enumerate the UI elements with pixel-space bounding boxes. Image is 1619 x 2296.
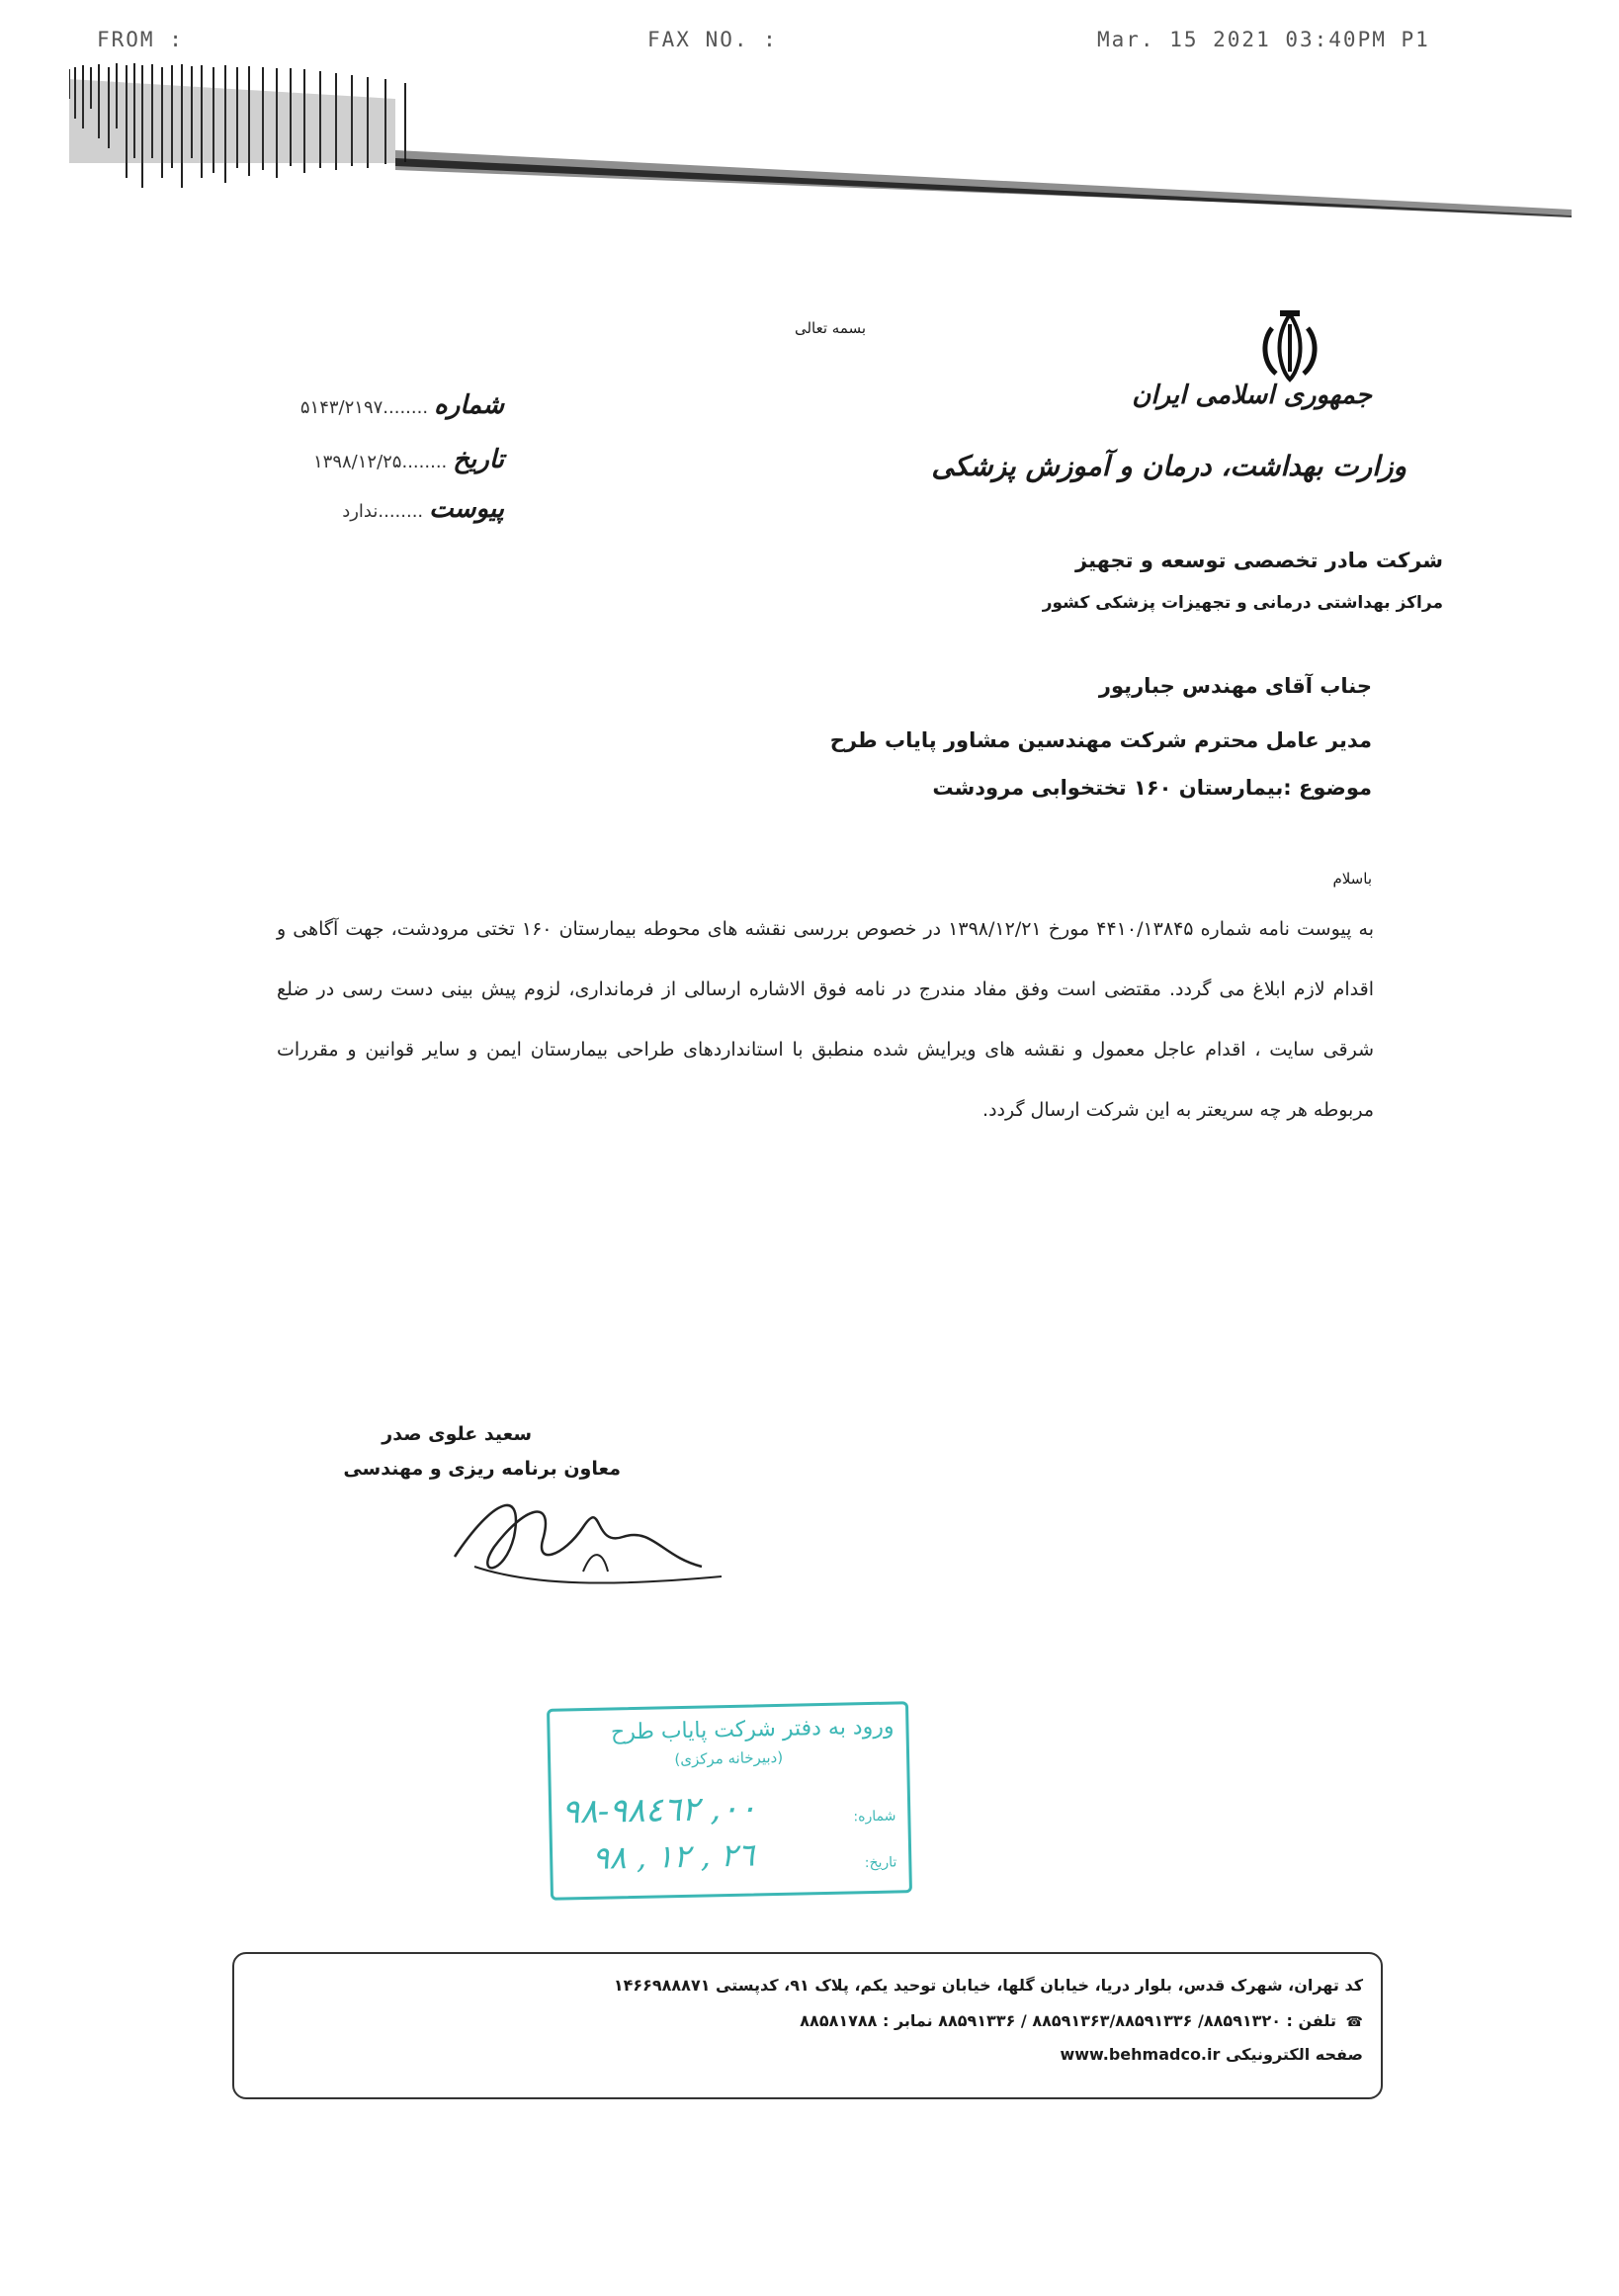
recipient-name: جناب آقای مهندس جبارپور (1098, 674, 1372, 698)
fax-datetime: Mar. 15 2021 03:40PM P1 (1097, 28, 1430, 51)
letter-attachment-label: پیوست (429, 494, 504, 524)
letter-number-value: ........۵۱۴۳/۲۱۹۷ (299, 397, 429, 418)
letter-number-label: شماره (434, 390, 504, 420)
fax-from-label: FROM : (97, 28, 184, 51)
letter-attachment-value: ........ندارد (342, 501, 424, 522)
handwritten-signature (435, 1478, 731, 1596)
footer-phone: تلفن : ۸۸۵۹۱۳۲۰/ ۸۸۵۹۱۳۶۳/۸۸۵۹۱۳۳۶ / ۸۸۵۹۱۳۳۶ نمابر : ۸۸۵۸۱۷۸۸ (800, 2011, 1336, 2030)
signer-name: سعید علوی صدر (382, 1423, 532, 1445)
salutation: باسلام (1332, 870, 1372, 888)
recipient-position: مدیر عامل محترم شرکت مهندسین مشاور پایاب طرح (829, 728, 1372, 752)
iran-emblem-icon (1250, 306, 1329, 385)
stamp-number-value: ۹۸-۹۸٤٦۲ ,۰۰ (560, 1788, 758, 1832)
letter-date-label: تاریخ (453, 445, 504, 474)
phone-icon: ☎ (1345, 2014, 1363, 2030)
stamp-date-label: تاریخ: (864, 1854, 897, 1872)
letter-attachment-row (247, 494, 504, 524)
company-subtitle: مراکز بهداشتی درمانی و تجهیزات پزشکی کشور (1042, 593, 1443, 613)
letter-number-row (247, 390, 504, 420)
company-name: شرکت مادر تخصصی توسعه و تجهیز (1075, 549, 1443, 572)
stamp-date-value: ۹۸ , ۱۲ , ۲٦ (591, 1835, 755, 1877)
letter-body: به پیوست نامه شماره ۴۴۱۰/۱۳۸۴۵ مورخ ۱۳۹۸/۱۲/۲۱ در خصوص بررسی نقشه های محوطه بیمارستان ۱۶۰ تختی مرودشت، جهت آگاهی و اقدام لازم ابلاغ می گردد. مقتضی است وفق مفاد مندرج در نامه فوق الاشاره ارسالی از فرمانداری، لزوم پیش بینی دست رسی در ضلع شرقی سایت ، اقدام عاجل معمول و نقشه های ویرایش شده منطبق با استانداردهای طراحی بیمارستان ایمن و سایر قوانین و مقررات مربوطه هر چه سریعتر به این شرکت ارسال گردد. (277, 918, 1374, 1121)
bismillah-heading: بسمه تعالی (794, 319, 867, 337)
ministry-name: وزارت بهداشت، درمان و آموزش پزشکی (931, 450, 1406, 482)
stamp-number-label: شماره: (853, 1808, 896, 1826)
footer-phone-row (800, 2011, 1363, 2030)
letter-footer (232, 1952, 1383, 2099)
letter-subject: موضوع :بیمارستان ۱۶۰ تختخوابی مرودشت (932, 776, 1372, 800)
letter-date-value: ........۱۳۹۸/۱۲/۲۵ (313, 452, 448, 472)
fax-scan-artifact (69, 59, 1572, 227)
stamp-subtitle: (دبیرخانه مرکزی) (674, 1747, 784, 1769)
letter-date-row (247, 445, 504, 474)
signer-title: معاون برنامه ریزی و مهندسی (343, 1458, 621, 1480)
footer-website: صفحه الکترونیکی www.behmadco.ir (1060, 2045, 1363, 2064)
received-stamp (547, 1701, 912, 1901)
fax-number-label: FAX NO. : (647, 28, 778, 51)
footer-address: کد تهران، شهرک قدس، بلوار دریا، خیابان گلها، خیابان توحید یکم، پلاک ۹۱، کدپستی ۱۴۶۶۹۸۸۸۷۱ (613, 1976, 1363, 1995)
stamp-title: ورود به دفتر شرکت پایاب طرح (610, 1714, 895, 1745)
government-name: جمهوری اسلامی ایران (1132, 381, 1372, 410)
